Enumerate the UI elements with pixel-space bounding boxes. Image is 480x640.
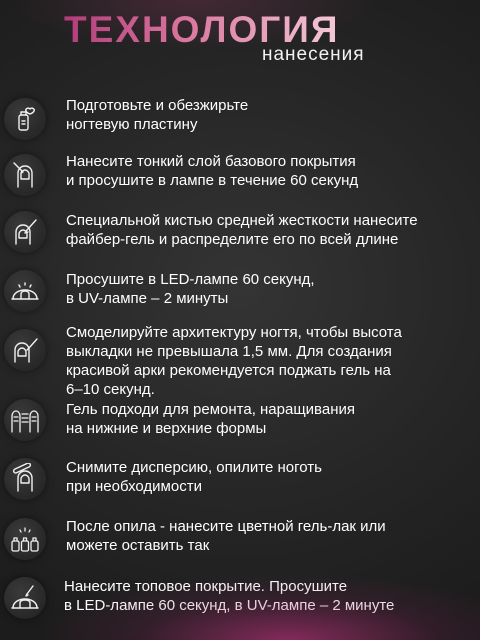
step-3-text: Специальной кистью средней жесткости нанесите файбер-гель и распределите его по всей длине xyxy=(66,212,418,248)
step-1-text: Подготовьте и обезжирьте ногтевую пластину xyxy=(66,97,249,133)
color-gel-bottles-icon xyxy=(4,518,46,560)
step-8-text: После опила - нанесите цветной гель-лак или можете оставить так xyxy=(66,518,386,554)
nail-forms-icon xyxy=(4,399,46,441)
step-6-text: Гель подходи для ремонта, наращивания на нижние и верхние формы xyxy=(66,401,355,437)
nail-file-icon xyxy=(4,458,46,500)
nail-prep-icon xyxy=(4,98,46,140)
step-7-text: Снимите дисперсию, опилите ноготь при необходимости xyxy=(66,459,322,495)
step-4-text: Просушите в LED-лампе 60 секунд, в UV-лампе – 2 минуты xyxy=(66,271,315,307)
top-coat-icon xyxy=(4,577,46,619)
step-5-text: Смоделируйте архитектуру ногтя, чтобы высота выкладки не превышала 1,5 мм. Для создания красивой арки рекомендуется поджать гель на 6–10 секунд. xyxy=(66,324,402,398)
step-9-text: Нанесите топовое покрытие. Просушите в LED-лампе 60 секунд, в UV-лампе – 2 минуте xyxy=(64,578,395,614)
page-subtitle: нанесения xyxy=(262,44,365,65)
page-title: ТЕХНОЛОГИЯ xyxy=(64,9,340,50)
uv-lamp-icon xyxy=(4,270,46,312)
nail-shaping-icon xyxy=(4,329,46,371)
base-coat-icon xyxy=(4,154,46,196)
step-2-text: Нанесите тонкий слой базового покрытия и просушите в лампе в течение 60 секунд xyxy=(66,153,359,189)
brush-apply-icon xyxy=(4,211,46,253)
